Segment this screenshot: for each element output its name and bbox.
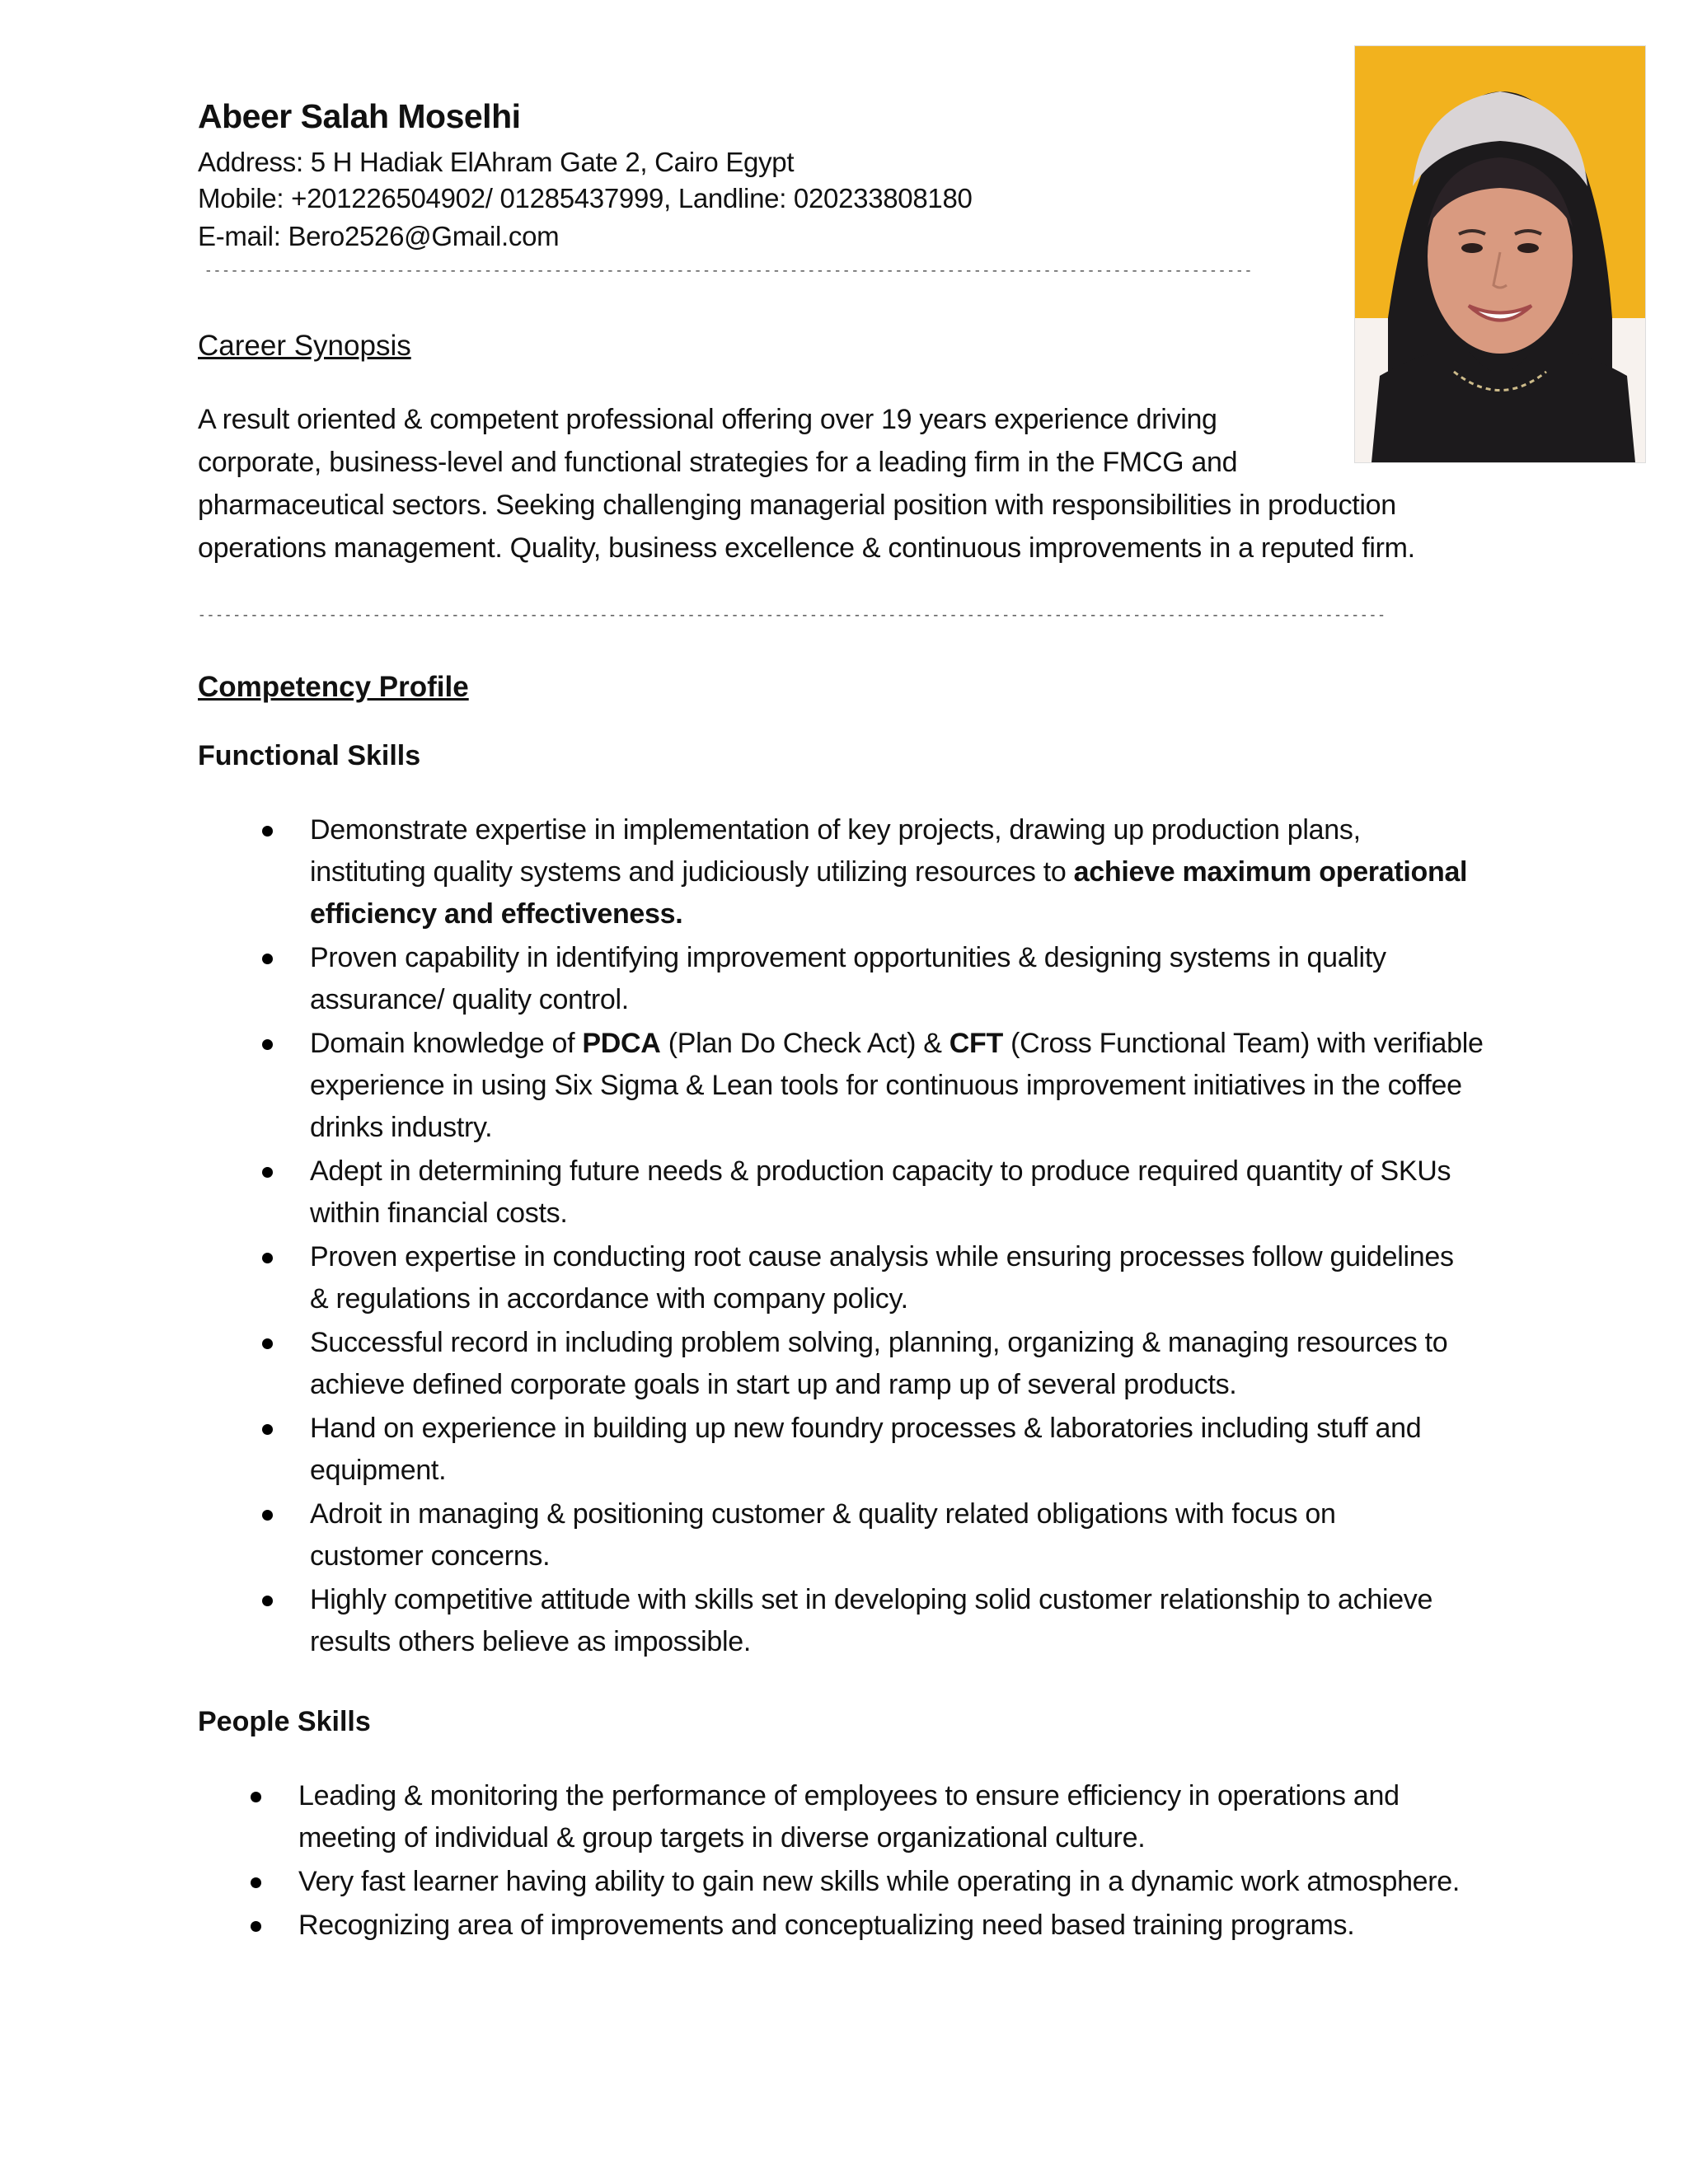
competency-profile-heading: Competency Profile (198, 671, 469, 703)
synopsis-line: A result oriented & competent professional offering over 19 years experience driving (198, 404, 1217, 435)
career-synopsis-heading: Career Synopsis (198, 330, 411, 362)
bullet-icon (251, 1792, 261, 1802)
synopsis-line: pharmaceutical sectors. Seeking challenging managerial position with responsibilities in production (198, 490, 1396, 521)
candidate-name: Abeer Salah Moselhi (198, 97, 521, 135)
people-skills-heading: People Skills (198, 1706, 371, 1737)
bullet-icon (251, 1921, 261, 1932)
list-item: Leading & monitoring the performance of employees to ensure efficiency in operations and meeting of individual & group targets in diverse organizational culture. (244, 1775, 1513, 1859)
synopsis-line: corporate, business-level and functional strategies for a leading firm in the FMCG and (198, 447, 1238, 478)
bullet-icon (262, 1253, 273, 1263)
people-skills-list (244, 1775, 1513, 1948)
list-item: Highly competitive attitude with skills set in developing solid customer relationship to achieve results others believe as impossible. (256, 1579, 1508, 1663)
bullet-icon (262, 1596, 273, 1606)
list-item: Recognizing area of improvements and conceptualizing need based training programs. (244, 1905, 1513, 1947)
phone-line: Mobile: +201226504902/ 01285437999, Landline: 020233808180 (198, 183, 973, 213)
bullet-icon (262, 954, 273, 964)
functional-skills-heading: Functional Skills (198, 740, 421, 771)
list-item: Domain knowledge of PDCA (Plan Do Check Act) & CFT (Cross Functional Team) with verifiable experience in using Six Sigma & Lean tools for continuous improvement initiatives in the coffee drinks industry. (256, 1023, 1508, 1149)
bullet-icon (262, 1510, 273, 1521)
bullet-icon (262, 826, 273, 837)
header-separator: ------------------------------------------------------------------------------------------------------------------------ (204, 264, 1254, 279)
bullet-icon (262, 1424, 273, 1435)
list-item: Demonstrate expertise in implementation of key projects, drawing up production plans, instituting quality systems and judiciously utilizing resources to achieve maximum operational efficiency and effectiveness. (256, 809, 1508, 935)
address-line: Address: 5 H Hadiak ElAhram Gate 2, Cairo Egypt (198, 147, 795, 177)
list-item: Proven capability in identifying improvement opportunities & designing systems in quality assurance/ quality control. (256, 937, 1508, 1021)
list-item: Adept in determining future needs & production capacity to produce required quantity of SKUs within financial costs. (256, 1151, 1508, 1235)
list-item: Proven expertise in conducting root cause analysis while ensuring processes follow guidelines & regulations in accordance with company policy. (256, 1236, 1508, 1320)
career-synopsis-text (198, 398, 1492, 569)
functional-skills-list (256, 809, 1508, 1665)
synopsis-line: operations management. Quality, business excellence & continuous improvements in a reputed firm. (198, 532, 1415, 564)
bullet-icon (262, 1338, 273, 1349)
list-item: Successful record in including problem solving, planning, organizing & managing resources to achieve defined corporate goals in start up and ramp up of several products. (256, 1322, 1508, 1406)
list-item: Adroit in managing & positioning customer & quality related obligations with focus on customer concerns. (256, 1493, 1508, 1577)
bullet-icon (262, 1167, 273, 1178)
email-line: E-mail: Bero2526@Gmail.com (198, 221, 560, 251)
bullet-icon (251, 1877, 261, 1888)
list-item: Hand on experience in building up new foundry processes & laboratories including stuff and equipment. (256, 1408, 1508, 1492)
bullet-icon (262, 1039, 273, 1050)
section-separator: ---------------------------------------------------------------------------------------------------------------------------------------- (198, 608, 1386, 623)
list-item: Very fast learner having ability to gain new skills while operating in a dynamic work atmosphere. (244, 1861, 1513, 1903)
